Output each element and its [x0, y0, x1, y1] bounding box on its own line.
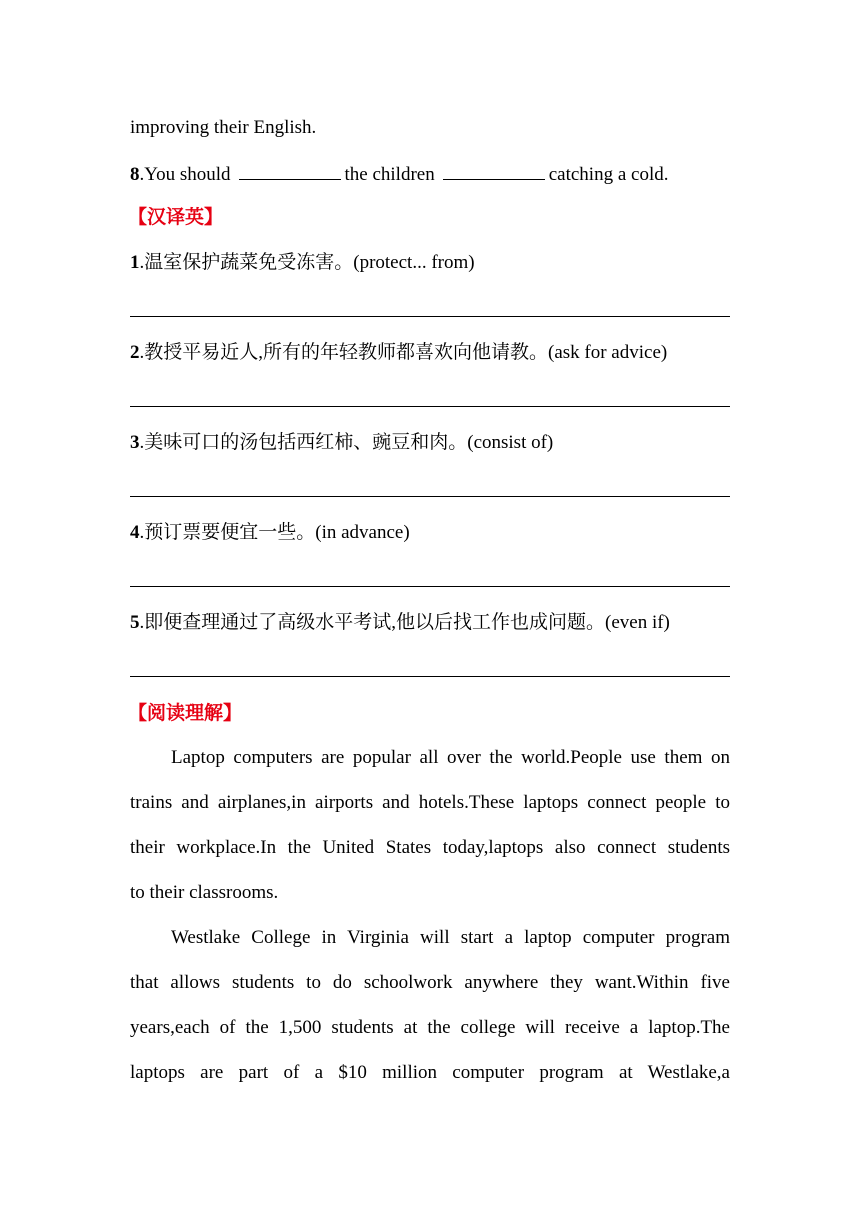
- item-number: 3: [130, 432, 140, 453]
- item-text: .预订票要便宜一些。(in advance): [139, 522, 410, 543]
- answer-line-2[interactable]: [130, 406, 730, 407]
- paragraph-1-line-4: to their classrooms.: [130, 882, 279, 903]
- item-text-part3: catching a cold.: [548, 164, 669, 185]
- translation-heading: 【汉译英】: [128, 206, 224, 228]
- item-text: .教授平易近人,所有的年轻教师都喜欢向他请教。(ask for advice): [139, 342, 668, 363]
- item-text: .温室保护蔬菜免受冻害。(protect... from): [139, 252, 475, 273]
- answer-line-5[interactable]: [130, 676, 730, 677]
- item-number: 4: [130, 522, 140, 543]
- answer-line-3[interactable]: [130, 496, 730, 497]
- paragraph-1-line-1: Laptop computers are popular all over the world.People use them on: [171, 747, 730, 768]
- translation-item-3: [130, 431, 730, 455]
- answer-blank-1[interactable]: [239, 161, 341, 180]
- translation-item-4: [130, 521, 730, 545]
- item-text-part1: .You should: [139, 164, 231, 185]
- item-number: 1: [130, 252, 140, 273]
- translation-item-2: [130, 341, 730, 365]
- translation-item-1: [130, 251, 730, 275]
- paragraph-1-line-2: trains and airplanes,in airports and hotels.These laptops connect people to: [130, 792, 730, 813]
- paragraph-2-line-4: laptops are part of a $10 million computer program at Westlake,a: [130, 1062, 730, 1083]
- fill-blank-item-8: [130, 161, 730, 187]
- reading-heading: 【阅读理解】: [128, 702, 243, 724]
- item-text: .美味可口的汤包括西红柿、豌豆和肉。(consist of): [139, 432, 554, 453]
- answer-blank-2[interactable]: [443, 161, 545, 180]
- item-text: .即便查理通过了高级水平考试,他以后找工作也成问题。(even if): [139, 612, 670, 633]
- item-number: 5: [130, 612, 140, 633]
- item-number: 2: [130, 342, 140, 363]
- fill-blank-continuation: improving their English.: [130, 117, 317, 138]
- paragraph-2-line-2: that allows students to do schoolwork anywhere they want.Within five: [130, 972, 730, 993]
- item-number: 8: [130, 164, 140, 185]
- item-text-part2: the children: [344, 164, 435, 185]
- answer-line-4[interactable]: [130, 586, 730, 587]
- translation-item-5: [130, 611, 730, 635]
- paragraph-2-line-1: Westlake College in Virginia will start a laptop computer program: [171, 927, 730, 948]
- answer-line-1[interactable]: [130, 316, 730, 317]
- paragraph-2-line-3: years,each of the 1,500 students at the college will receive a laptop.The: [130, 1017, 730, 1038]
- paragraph-1-line-3: their workplace.In the United States today,laptops also connect students: [130, 837, 730, 858]
